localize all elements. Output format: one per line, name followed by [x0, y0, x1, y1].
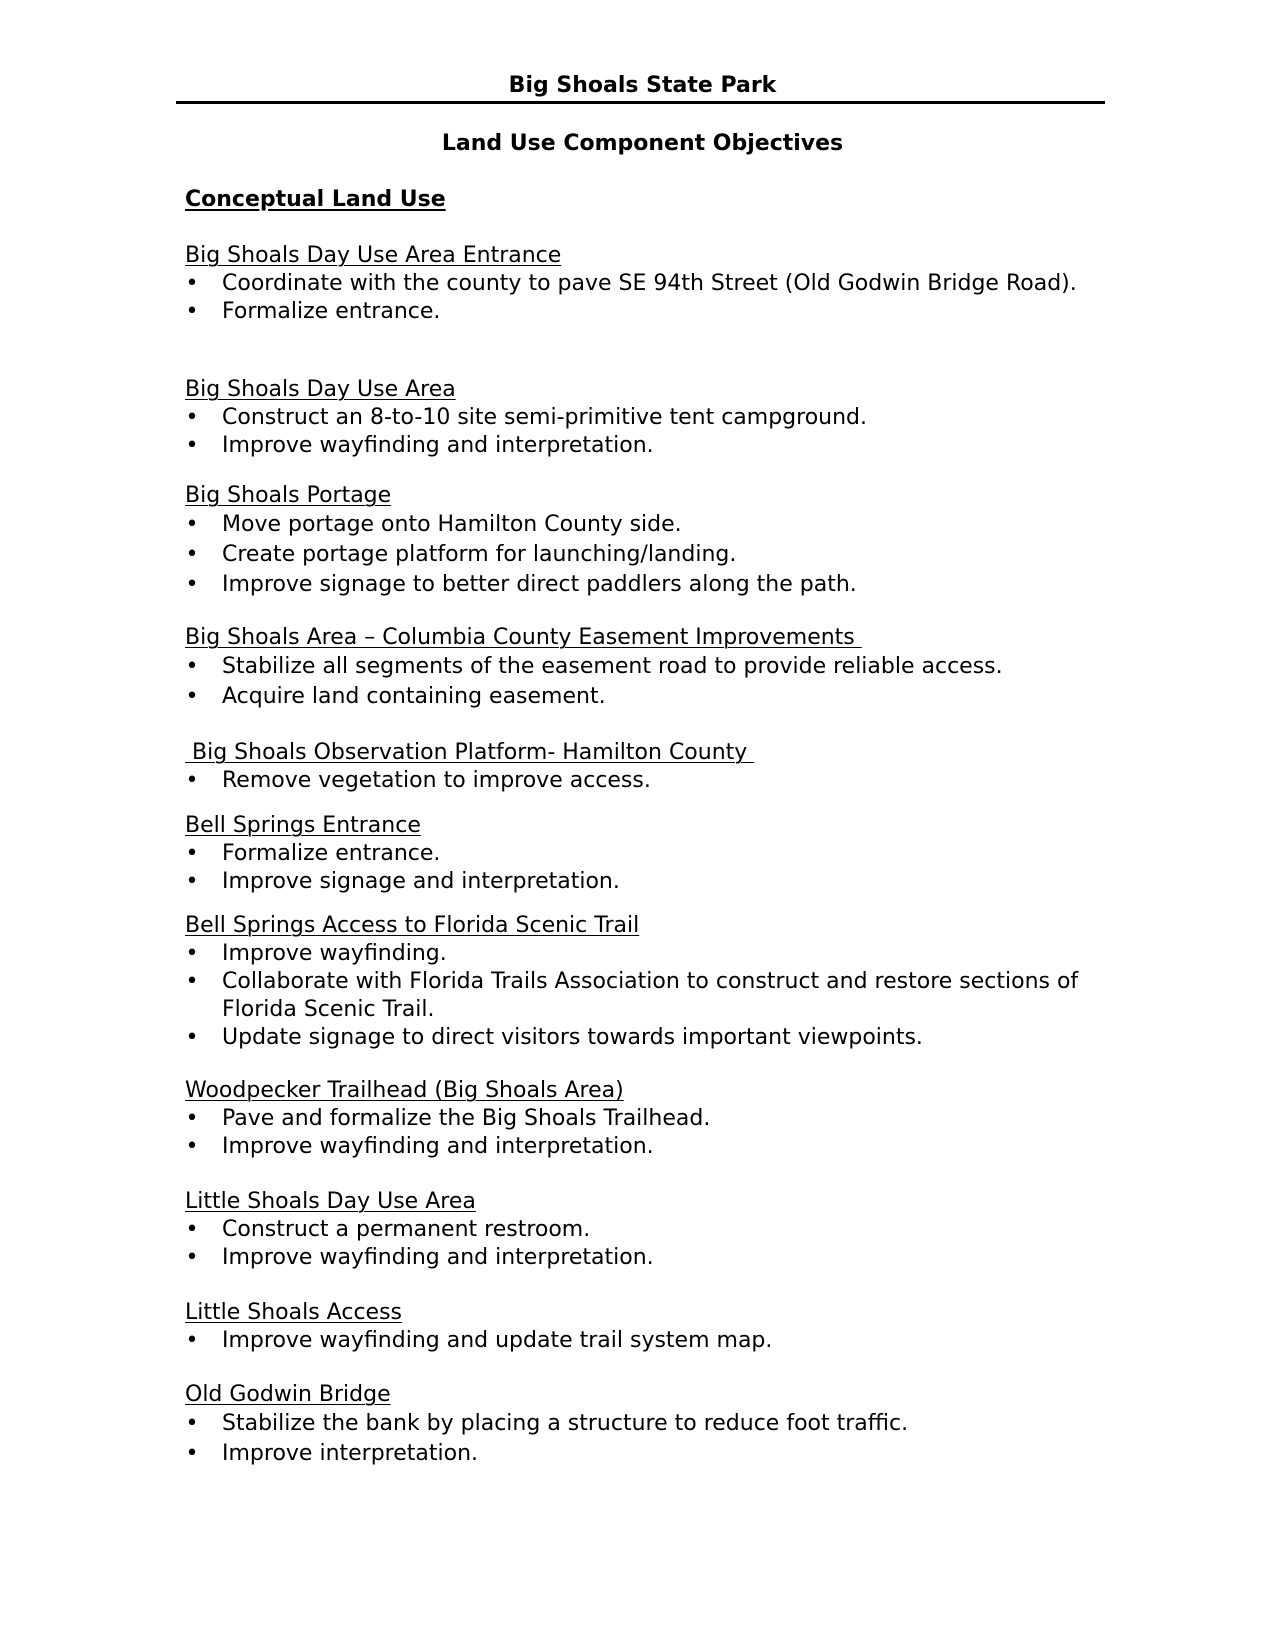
bullet-icon: • [185, 542, 199, 567]
item-text: Improve wayfinding and interpretation. [222, 1134, 654, 1159]
list-item [185, 1409, 1105, 1439]
list-item [185, 510, 1105, 540]
group-title: Big Shoals Observation Platform- Hamilton County [185, 740, 755, 765]
item-text: Formalize entrance. [222, 299, 441, 324]
bullet-icon: • [185, 512, 199, 537]
objective-group [185, 812, 1105, 896]
bullet-icon: • [185, 572, 199, 597]
section-heading: Conceptual Land Use [185, 187, 446, 212]
bullet-icon: • [185, 271, 199, 296]
list-item [185, 1244, 1105, 1272]
group-title: Big Shoals Portage [185, 483, 392, 508]
list-item [185, 968, 1105, 1024]
item-text: Improve interpretation. [222, 1441, 479, 1466]
objective-group [185, 912, 1105, 1052]
objective-list [185, 840, 1105, 896]
bullet-icon: • [185, 1217, 199, 1242]
group-title: Little Shoals Day Use Area [185, 1189, 476, 1214]
item-text: Remove vegetation to improve access. [222, 768, 651, 793]
item-text: Create portage platform for launching/landing. [222, 542, 737, 567]
bullet-icon: • [185, 405, 199, 430]
bullet-icon: • [185, 869, 199, 894]
list-item [185, 1216, 1105, 1244]
list-item [185, 298, 1105, 326]
item-text: Acquire land containing easement. [222, 684, 606, 709]
list-item [185, 1327, 1105, 1355]
list-item [185, 432, 1105, 460]
objective-list [185, 767, 1105, 795]
bullet-icon: • [185, 1411, 199, 1436]
objective-group [185, 739, 1105, 795]
objective-group [185, 1188, 1105, 1272]
objective-list [185, 510, 1105, 600]
group-title: Bell Springs Entrance [185, 813, 421, 838]
objective-list [185, 404, 1105, 460]
bullet-icon: • [185, 1441, 199, 1466]
item-text: Formalize entrance. [222, 841, 441, 866]
item-text: Construct an 8-to-10 site semi-primitive tent campground. [222, 405, 868, 430]
list-item [185, 868, 1105, 896]
objective-group [185, 1381, 1105, 1469]
bullet-icon: • [185, 1328, 199, 1353]
item-text: Improve signage and interpretation. [222, 869, 620, 894]
group-title: Bell Springs Access to Florida Scenic Trail [185, 913, 640, 938]
item-text: Improve wayfinding and interpretation. [222, 433, 654, 458]
list-item [185, 540, 1105, 570]
bullet-icon: • [185, 1134, 199, 1159]
list-item [185, 270, 1105, 298]
item-text: Improve wayfinding and update trail system map. [222, 1328, 773, 1353]
list-item [185, 1133, 1105, 1161]
group-title: Big Shoals Day Use Area [185, 377, 456, 402]
list-item [185, 840, 1105, 868]
bullet-icon: • [185, 433, 199, 458]
item-text: Stabilize the bank by placing a structure to reduce foot traffic. [222, 1411, 909, 1436]
item-text: Improve signage to better direct paddlers along the path. [222, 572, 857, 597]
bullet-icon: • [185, 299, 199, 324]
item-text: Stabilize all segments of the easement road to provide reliable access. [222, 654, 1003, 679]
bullet-icon: • [185, 684, 199, 709]
list-item [185, 767, 1105, 795]
objective-group [185, 242, 1105, 326]
group-title: Little Shoals Access [185, 1300, 402, 1325]
objective-list [185, 1216, 1105, 1272]
list-item [185, 1105, 1105, 1133]
title-rule [176, 101, 1105, 104]
item-text: Construct a permanent restroom. [222, 1217, 591, 1242]
bullet-icon: • [185, 969, 199, 994]
page-subtitle: Land Use Component Objectives [441, 131, 844, 156]
objective-list [185, 1105, 1105, 1161]
item-text: Improve wayfinding and interpretation. [222, 1245, 654, 1270]
group-title: Big Shoals Area – Columbia County Easement Improvements [185, 625, 862, 650]
objective-list [185, 652, 1105, 712]
item-text: Coordinate with the county to pave SE 94th Street (Old Godwin Bridge Road). [222, 271, 1077, 296]
bullet-icon: • [185, 1025, 199, 1050]
group-title: Big Shoals Day Use Area Entrance [185, 243, 562, 268]
objective-list [185, 270, 1105, 326]
objective-list [185, 1409, 1105, 1469]
list-item [185, 570, 1105, 600]
list-item [185, 940, 1105, 968]
objective-list [185, 1327, 1105, 1355]
group-title: Woodpecker Trailhead (Big Shoals Area) [185, 1078, 624, 1103]
list-item [185, 404, 1105, 432]
list-item [185, 1024, 1105, 1052]
list-item [185, 682, 1105, 712]
list-item [185, 1439, 1105, 1469]
item-text: Collaborate with Florida Trails Association to construct and restore sections of Florida Scenic Trail. [222, 969, 1079, 1022]
bullet-icon: • [185, 654, 199, 679]
item-text: Improve wayfinding. [222, 941, 447, 966]
list-item [185, 652, 1105, 682]
bullet-icon: • [185, 841, 199, 866]
item-text: Move portage onto Hamilton County side. [222, 512, 682, 537]
group-title: Old Godwin Bridge [185, 1382, 391, 1407]
objective-group [185, 624, 1105, 712]
bullet-icon: • [185, 768, 199, 793]
item-text: Update signage to direct visitors towards important viewpoints. [222, 1025, 923, 1050]
objective-group [185, 1299, 1105, 1355]
item-text: Pave and formalize the Big Shoals Trailhead. [222, 1106, 711, 1131]
objective-group [185, 482, 1105, 600]
objective-group [185, 1077, 1105, 1161]
park-title: Big Shoals State Park [508, 73, 777, 98]
objective-group [185, 376, 1105, 460]
bullet-icon: • [185, 1106, 199, 1131]
bullet-icon: • [185, 941, 199, 966]
bullet-icon: • [185, 1245, 199, 1270]
objective-list [185, 940, 1105, 1052]
